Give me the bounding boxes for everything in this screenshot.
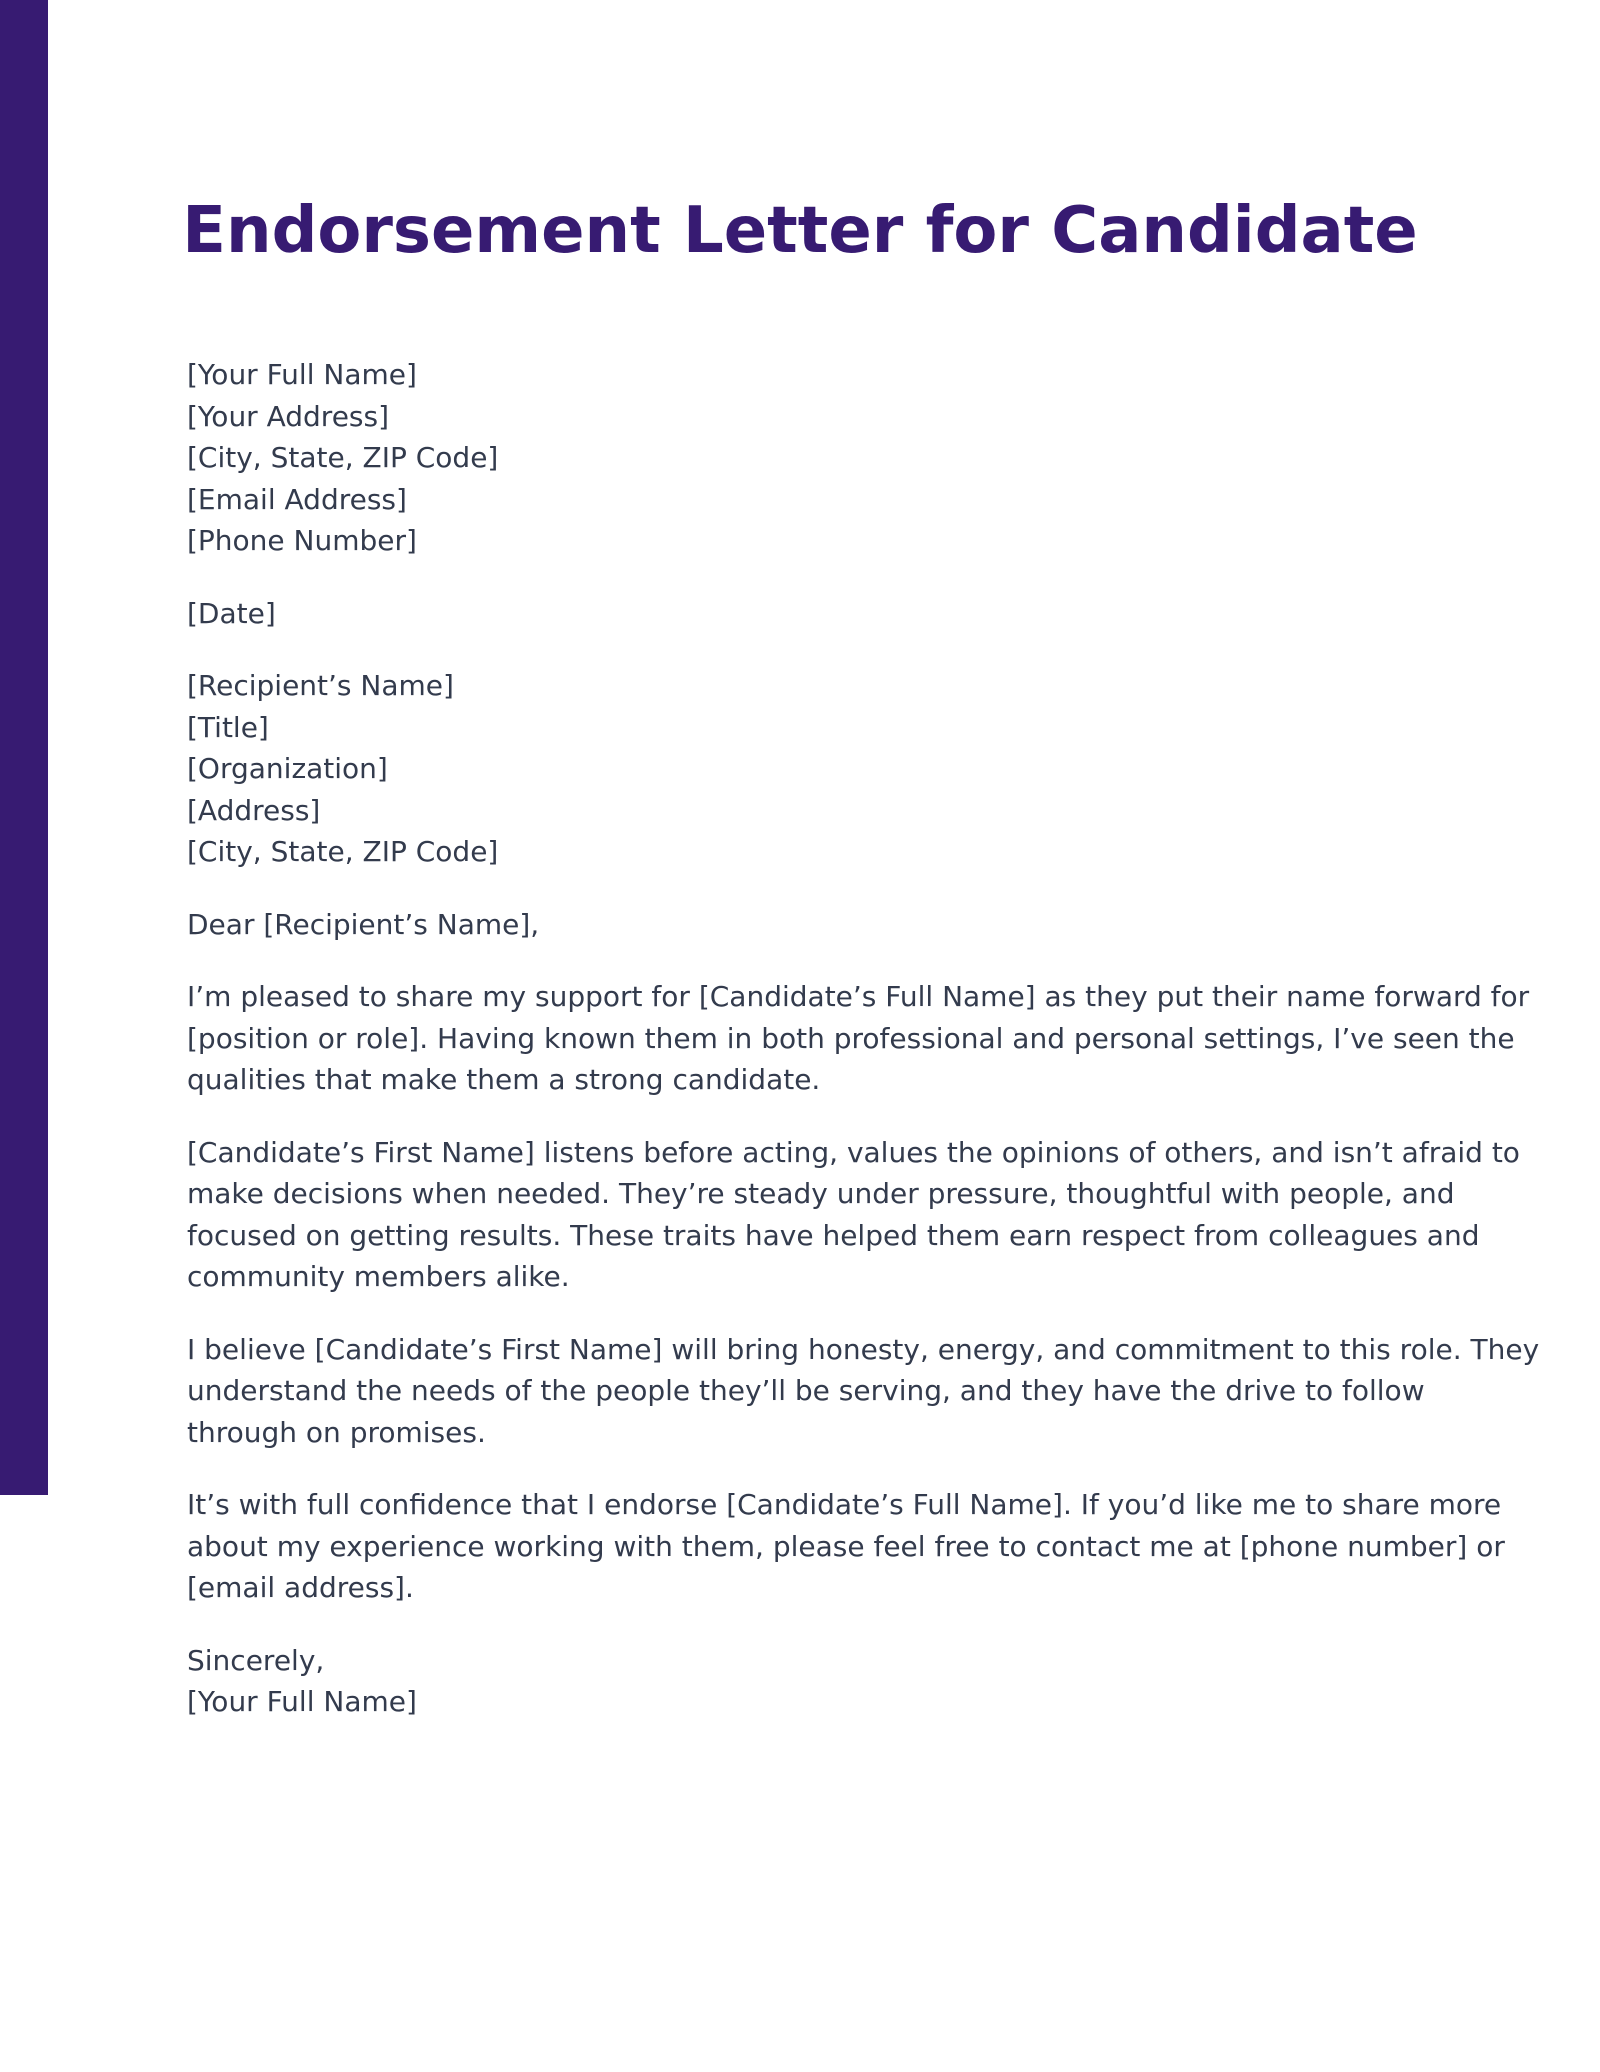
sender-name: [Your Full Name] bbox=[187, 358, 417, 391]
paragraph-line: focused on getting results. These traits have helped them earn respect from colleagues and bbox=[187, 1218, 1480, 1252]
paragraph-line: make decisions when needed. They’re steady under pressure, thoughtful with people, and bbox=[187, 1177, 1455, 1210]
signature-name: [Your Full Name] bbox=[187, 1685, 417, 1718]
paragraph-line: [position or role]. Having known them in both professional and personal settings, I’ve seen the bbox=[187, 1021, 1515, 1055]
salutation: Dear [Recipient’s Name], bbox=[187, 907, 540, 941]
paragraph-line: It’s with full confidence that I endorse [Candidate’s Full Name]. If you’d like me to share more bbox=[187, 1488, 1502, 1521]
letter-title: Endorsement Letter for Candidate bbox=[182, 194, 1418, 268]
salutation-block bbox=[187, 904, 1427, 946]
paragraph-line: through on promises. bbox=[187, 1415, 486, 1449]
recipient-organization: [Organization] bbox=[187, 752, 388, 785]
body-paragraph-3 bbox=[187, 1329, 1540, 1454]
recipient-address: [Address] bbox=[187, 793, 321, 827]
recipient-name: [Recipient’s Name] bbox=[187, 669, 454, 702]
paragraph-line: [Candidate’s First Name] listens before acting, values the opinions of others, and isn’t afraid to bbox=[187, 1135, 1520, 1169]
sender-address: [Your Address] bbox=[187, 399, 390, 433]
closing-block bbox=[187, 1640, 1427, 1723]
recipient-address-block bbox=[187, 665, 1427, 873]
recipient-city-state-zip: [City, State, ZIP Code] bbox=[187, 835, 499, 868]
body-paragraph-2 bbox=[187, 1132, 1520, 1298]
paragraph-line: about my experience working with them, please feel free to contact me at [phone number] or bbox=[187, 1529, 1505, 1563]
paragraph-line: qualities that make them a strong candidate. bbox=[187, 1063, 821, 1096]
paragraph-line: [email address]. bbox=[187, 1571, 414, 1604]
date-block bbox=[187, 593, 1427, 635]
body-paragraph-1 bbox=[187, 976, 1530, 1101]
closing: Sincerely, bbox=[187, 1643, 325, 1677]
paragraph-line: I believe [Candidate’s First Name] will bring honesty, energy, and commitment to this role. They bbox=[187, 1332, 1540, 1366]
paragraph-line: community members alike. bbox=[187, 1260, 570, 1293]
sender-address-block bbox=[187, 354, 1427, 562]
sender-city-state-zip: [City, State, ZIP Code] bbox=[187, 441, 499, 474]
sender-email: [Email Address] bbox=[187, 482, 407, 516]
sender-phone: [Phone Number] bbox=[187, 524, 417, 557]
letter-page bbox=[182, 186, 1540, 1723]
paragraph-line: I’m pleased to share my support for [Candidate’s Full Name] as they put their name forward for bbox=[187, 980, 1530, 1013]
body-paragraph-4 bbox=[187, 1484, 1505, 1609]
letter-date: [Date] bbox=[187, 596, 276, 630]
recipient-title: [Title] bbox=[187, 710, 269, 744]
paragraph-line: understand the needs of the people they’ll be serving, and they have the drive to follow bbox=[187, 1374, 1425, 1407]
